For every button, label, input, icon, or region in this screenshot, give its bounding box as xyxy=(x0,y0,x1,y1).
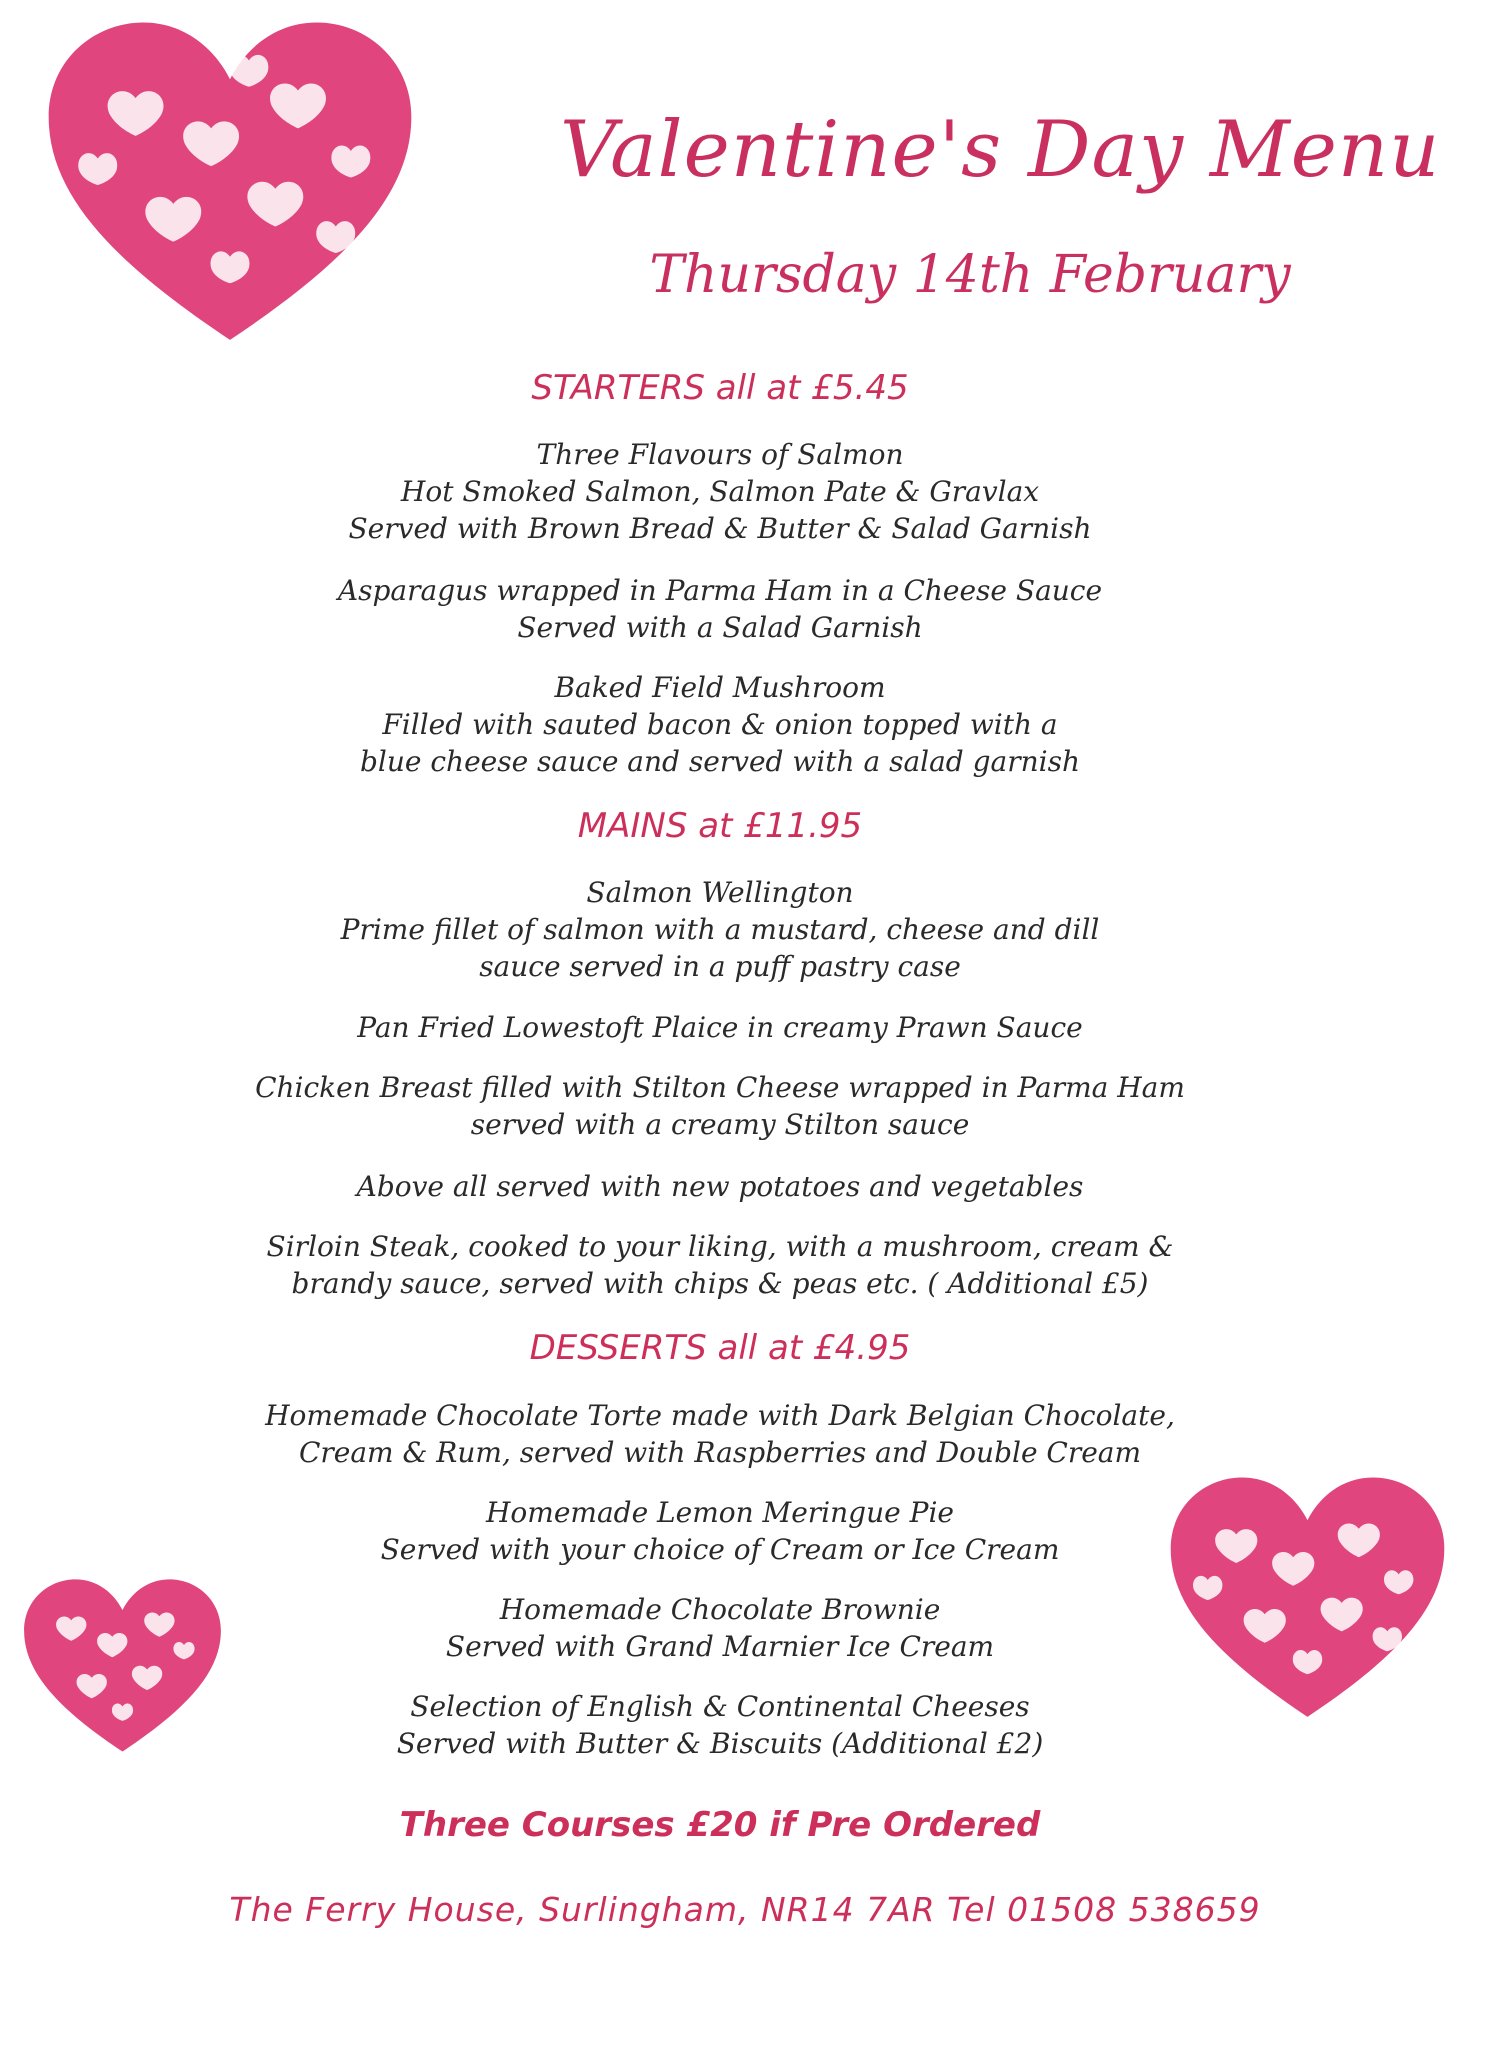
desserts-heading: DESSERTS all at £4.95 xyxy=(529,1328,911,1368)
menu-item-line: Above all served with new potatoes and vegetables xyxy=(356,1170,1084,1203)
menu-item-line: Three Flavours of Salmon xyxy=(536,438,904,471)
menu-item-line: Salmon Wellington xyxy=(586,876,854,909)
menu-date: Thursday 14th February xyxy=(649,245,1291,305)
menu-item xyxy=(0,874,1440,985)
mains-heading: MAINS at £11.95 xyxy=(577,806,863,846)
menu-item-line: Filled with sauted bacon & onion topped with a xyxy=(382,708,1058,741)
menu-item xyxy=(0,1228,1440,1302)
menu-item-line: Cream & Rum, served with Raspberries and Double Cream xyxy=(298,1436,1142,1469)
menu-item-line: Served with Grand Marnier Ice Cream xyxy=(445,1630,995,1663)
set-menu-offer: Three Courses £20 if Pre Ordered xyxy=(399,1805,1041,1845)
menu-item-line: sauce served in a puff pastry case xyxy=(479,950,961,983)
menu-item-line: Pan Fried Lowestoft Plaice in creamy Prawn Sauce xyxy=(357,1011,1083,1044)
menu-item-line: Chicken Breast filled with Stilton Cheese wrapped in Parma Ham xyxy=(255,1071,1185,1104)
heart-icon xyxy=(40,15,420,355)
menu-title: Valentine's Day Menu xyxy=(560,105,1441,195)
menu-item xyxy=(0,669,1440,780)
menu-item-line: Homemade Chocolate Brownie xyxy=(499,1593,941,1626)
menu-item-line: Homemade Lemon Meringue Pie xyxy=(486,1496,954,1529)
menu-item-line: Served with your choice of Cream or Ice Cream xyxy=(380,1533,1060,1566)
menu-item-line: Served with Brown Bread & Butter & Salad Garnish xyxy=(348,512,1092,545)
menu-item xyxy=(0,1168,1440,1205)
menu-item-line: Selection of English & Continental Cheeses xyxy=(410,1690,1030,1723)
menu-item-line: Homemade Chocolate Torte made with Dark Belgian Chocolate, xyxy=(265,1399,1175,1432)
menu-item xyxy=(0,572,1440,646)
menu-item xyxy=(0,1009,1440,1046)
menu-item-line: Served with Butter & Biscuits (Additional £2) xyxy=(396,1727,1044,1760)
menu-item xyxy=(0,1397,1440,1471)
venue-address: The Ferry House, Surlingham, NR14 7AR Tel 01508 538659 xyxy=(229,1890,1261,1929)
menu-item-line: Baked Field Mushroom xyxy=(554,671,886,704)
menu-item-line: Prime fillet of salmon with a mustard, cheese and dill xyxy=(340,913,1100,946)
menu-item-line: brandy sauce, served with chips & peas etc. ( Additional £5) xyxy=(291,1267,1149,1300)
menu-item-line: Sirloin Steak, cooked to your liking, with a mushroom, cream & xyxy=(266,1230,1174,1263)
menu-item-line: Hot Smoked Salmon, Salmon Pate & Gravlax xyxy=(400,475,1040,508)
menu-item-line: Served with a Salad Garnish xyxy=(517,611,923,644)
menu-item xyxy=(0,1069,1440,1143)
menu-item-line: Asparagus wrapped in Parma Ham in a Cheese Sauce xyxy=(337,574,1103,607)
menu-item xyxy=(0,1688,1440,1762)
menu-item xyxy=(0,1494,1440,1568)
starters-heading: STARTERS all at £5.45 xyxy=(531,368,909,408)
menu-item-line: served with a creamy Stilton sauce xyxy=(470,1108,970,1141)
menu-item xyxy=(0,436,1440,547)
menu-item-line: blue cheese sauce and served with a salad garnish xyxy=(359,745,1081,778)
menu-item xyxy=(0,1591,1440,1665)
